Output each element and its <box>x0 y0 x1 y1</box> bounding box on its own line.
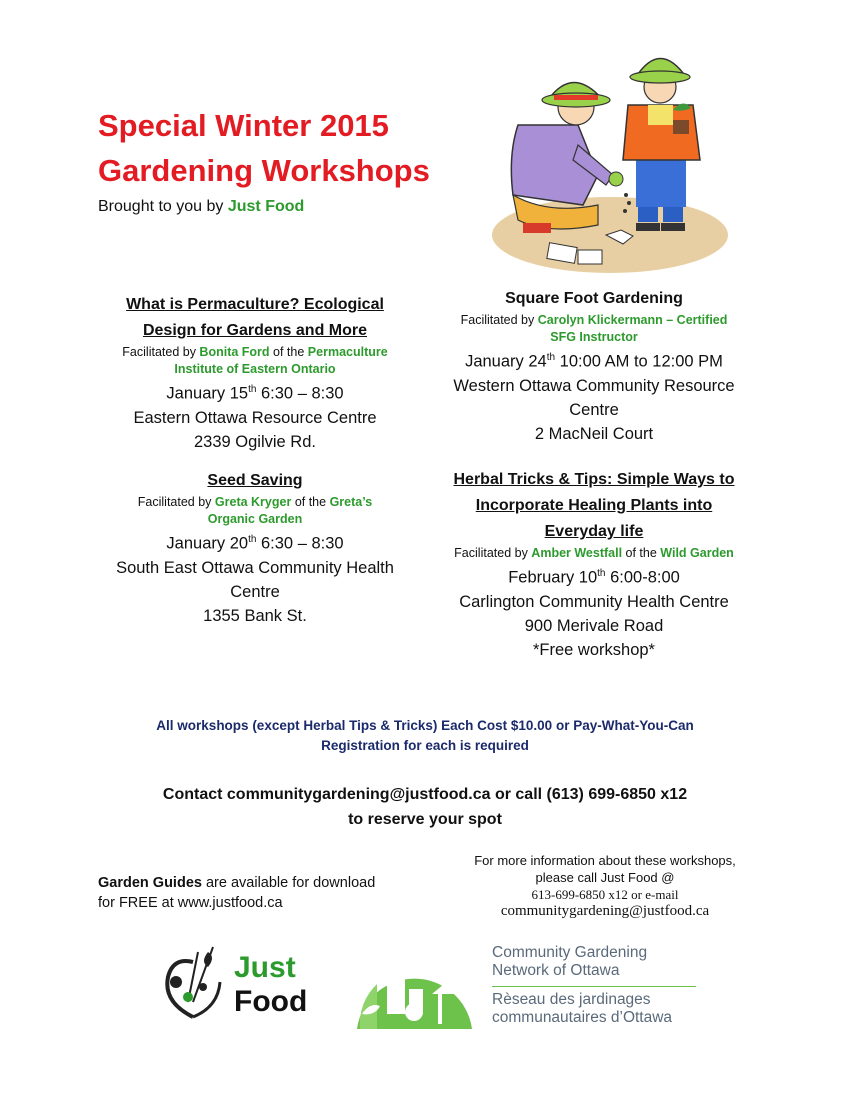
workshop-date <box>95 528 415 556</box>
workshop-date <box>430 562 758 590</box>
garden-guides <box>98 873 375 913</box>
cgno-fr1: Rèseau des jardinages <box>492 991 651 1008</box>
cgno-en1: Community Gardening <box>492 944 648 961</box>
workshop-heading: Incorporate Healing Plants into <box>475 497 713 514</box>
date: January 20 <box>166 534 249 553</box>
date: January 15 <box>166 384 249 403</box>
info-line4: communitygardening@justfood.ca <box>500 903 710 919</box>
info-line3: 613-699-6850 x12 or e-mail <box>531 887 679 902</box>
more-info <box>440 852 770 920</box>
date-suffix: th <box>546 352 556 363</box>
facilitator-org: Greta’s <box>329 495 373 509</box>
fac-prefix: Facilitated by <box>460 313 538 327</box>
cgno-fr2: communautaires d’Ottawa <box>492 1009 673 1026</box>
workshop-heading: Seed Saving <box>207 472 303 489</box>
facilitator-title: SFG Instructor <box>550 330 638 344</box>
fac-prefix: Facilitated by <box>122 345 200 359</box>
registration-line: Registration for each is required <box>321 738 529 753</box>
facilitator-org: Permaculture <box>307 345 388 359</box>
free-workshop-note: *Free workshop* <box>533 640 655 659</box>
page-title-line2: Gardening Workshops <box>98 153 430 188</box>
workshop-seed-saving <box>95 468 415 628</box>
workshop-heading: Square Foot Gardening <box>505 290 683 307</box>
facilitator-name: Bonita Ford <box>199 345 270 359</box>
workshop-heading: Design for Gardens and More <box>142 322 368 339</box>
facilitator <box>95 494 415 511</box>
guides-rest: are available for download <box>201 875 376 891</box>
just-food-logo-icon <box>158 942 233 1027</box>
cost-line: All workshops (except Herbal Tips & Tricks) Each Cost $10.00 or Pay-What-You-Can <box>156 718 694 733</box>
cgno-logo-icon <box>352 934 477 1034</box>
logo-word-just: Just <box>234 951 296 984</box>
time: 6:30 – 8:30 <box>256 534 344 553</box>
workshop-address: 900 Merivale Road <box>524 616 664 635</box>
facilitator-org-line2: Institute of Eastern Ontario <box>174 362 336 376</box>
workshop-address: 1355 Bank St. <box>203 606 307 625</box>
workshop-herbal <box>430 467 758 662</box>
fac-prefix: Facilitated by <box>454 546 532 560</box>
workshop-date <box>95 378 415 406</box>
fac-mid: of the <box>622 546 661 560</box>
workshop-location: Carlington Community Health Centre <box>459 592 729 611</box>
date-suffix: th <box>597 568 606 579</box>
contact-line2: to reserve your spot <box>348 811 502 828</box>
facilitator <box>430 545 758 562</box>
just-food-logo <box>158 942 318 1027</box>
workshop-heading: Herbal Tricks & Tips: Simple Ways to <box>453 471 735 488</box>
workshop-square-foot <box>430 286 758 446</box>
time: 6:30 – 8:30 <box>256 384 344 403</box>
workshop-location-line2: Centre <box>230 582 280 601</box>
time: 6:00-8:00 <box>605 568 680 587</box>
workshop-location: South East Ottawa Community Health <box>116 558 394 577</box>
guides-line1 <box>98 873 375 893</box>
contact-line: Contact communitygardening@justfood.ca or call (613) 699-6850 x12 <box>162 786 688 803</box>
fac-prefix: Facilitated by <box>137 495 215 509</box>
workshop-heading: Everyday life <box>544 523 644 540</box>
gardeners-illustration <box>488 45 733 275</box>
page-title-line1: Special Winter 2015 <box>98 108 389 143</box>
facilitator <box>95 344 415 361</box>
date: February 10 <box>508 568 598 587</box>
facilitator-org: Wild Garden <box>660 546 734 560</box>
fac-mid: of the <box>291 495 330 509</box>
date-suffix: th <box>248 384 257 395</box>
workshop-location: Western Ottawa Community Resource <box>453 376 735 395</box>
guides-line2: for FREE at www.justfood.ca <box>98 895 283 911</box>
workshop-permaculture <box>95 292 415 454</box>
facilitator <box>430 312 758 329</box>
byline-prefix: Brought to you by <box>98 198 228 215</box>
date-suffix: th <box>248 534 257 545</box>
workshop-date <box>430 346 758 374</box>
cgno-en2: Network of Ottawa <box>492 962 620 979</box>
cgno-divider <box>492 986 696 987</box>
guides-bold: Garden Guides <box>98 875 202 891</box>
workshop-address: 2 MacNeil Court <box>534 424 654 443</box>
workshop-location-line2: Centre <box>569 400 619 419</box>
date: January 24 <box>465 352 547 371</box>
info-line1: For more information about these workshops, <box>474 853 736 868</box>
workshop-heading: What is Permaculture? Ecological <box>126 296 384 313</box>
facilitator-name: Amber Westfall <box>531 546 623 560</box>
facilitator-name: Carolyn Klickermann – Certified <box>537 313 728 327</box>
byline <box>98 198 304 216</box>
workshop-location: Eastern Ottawa Resource Centre <box>133 408 377 427</box>
info-line2: please call Just Food @ <box>535 870 675 885</box>
facilitator-org-line2: Organic Garden <box>207 512 303 526</box>
time: 10:00 AM to 12:00 PM <box>555 352 723 371</box>
fac-mid: of the <box>269 345 308 359</box>
facilitator-name: Greta Kryger <box>214 495 292 509</box>
workshop-address: 2339 Ogilvie Rd. <box>194 432 316 451</box>
byline-org: Just Food <box>227 198 305 215</box>
cgno-logo-text <box>492 944 702 1027</box>
logo-word-food: Food <box>234 985 308 1018</box>
